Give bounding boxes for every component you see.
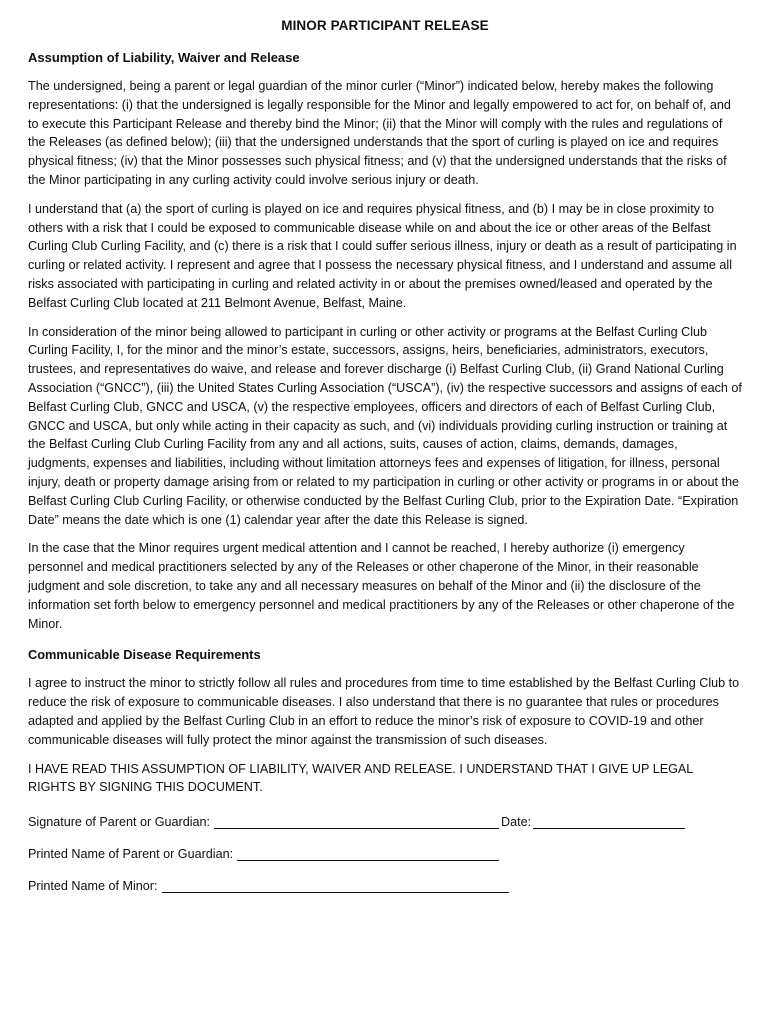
signature-row: [28, 811, 742, 829]
paragraph-representations: The undersigned, being a parent or legal guardian of the minor curler (“Minor”) indicated below, hereby makes the following representations: (i) that the undersigned is legally responsible for the Minor and legally empowered to act for, on behalf of, and to execute this Participant Release and thereby bind the Minor; (ii) that the Minor will comply with the rules and regulations of the Releases (as defined below); (iii) that the undersigned understands that the sport of curling is played on ice and requires physical fitness; (iv) that the Minor possesses such physical fitness; and (v) that the undersigned understands that the risks of the Minor participating in any curling activity could involve serious injury or death.: [28, 79, 731, 187]
paragraph-medical-authorization: In the case that the Minor requires urgent medical attention and I cannot be reached, I hereby authorize (i) emergency personnel and medical practitioners selected by any of the Releases or other chaperone of the Minor, in their reasonable judgment and sole discretion, to take any and all necessary measures on behalf of the Minor and (ii) the disclosure of the information set forth below to emergency personnel and medical practitioners by any of the Releases or other chaperone of the Minor.: [28, 541, 735, 631]
section-heading-communicable-disease: Communicable Disease Requirements: [28, 647, 261, 663]
acknowledgement-statement: I HAVE READ THIS ASSUMPTION OF LIABILITY, WAIVER AND RELEASE. I UNDERSTAND THAT I GIVE UP LEGAL RIGHTS BY SIGNING THIS DOCUMENT.: [28, 761, 693, 795]
signature-label: Signature of Parent or Guardian:: [28, 815, 211, 830]
paragraph-release: In consideration of the minor being allowed to participant in curling or other activity or programs at the Belfast Curling Club Curling Facility, I, for the minor and the minor’s estate, successors, assigns, heirs, beneficiaries, administrators, executors, trustees, and representatives do waive, and release and forever discharge (i) Belfast Curling Club, (ii) Grand National Curling Association (“GNCC”), (iii) the United States Curling Association (“USCA”), (iv) the respective successors and assigns of each of Belfast Curling Club, GNCC and USCA, (v) the respective employees, officers and directors of each of Belfast Curling Club, GNCC and USCA, but only while acting in their capacity as such, and (vi) individuals providing curling instruction or training at the Belfast Curling Club Curling Facility from any and all actions, suits, causes of action, claims, demands, damages, judgments, expenses and liabilities, including without limitation attorneys fees and expenses of litigation, for illness, personal injury, death or property damage arising from or related to my participation in curling or other activity or programs in or about the Belfast Curling Club Curling Facility, or otherwise conducted by the Belfast Curling Club, prior to the Expiration Date. “Expiration Date” means the date which is one (1) calendar year after the date this Release is signed.: [28, 324, 742, 527]
section-heading-liability: Assumption of Liability, Waiver and Release: [28, 50, 300, 65]
minor-name-label: Printed Name of Minor:: [28, 879, 158, 894]
document-title: MINOR PARTICIPANT RELEASE: [281, 18, 489, 33]
date-field[interactable]: [533, 814, 685, 829]
minor-name-row: [28, 875, 742, 893]
paragraph-understanding: I understand that (a) the sport of curling is played on ice and requires physical fitness, and (b) I may be in close proximity to others with a risk that I could be exposed to communicable disease while on and about the ice or other areas of the Belfast Curling Club Curling Facility, and (c) there is a risk that I could suffer serious illness, injury or death as a result of participating in curling or related activity. I represent and agree that I possess the necessary physical fitness, and I understand and assume all risks associated with participating in curling and related activity in or about the premises owned/leased and operated by the Belfast Curling Club located at 211 Belmont Avenue, Belfast, Maine.: [28, 201, 737, 310]
date-label: Date:: [501, 815, 532, 830]
paragraph-communicable-disease: I agree to instruct the minor to strictly follow all rules and procedures from time to time established by the Belfast Curling Club to reduce the risk of exposure to communicable diseases. I also understand that there is no guarantee that rules or procedures adapted and applied by the Belfast Curling Club in an effort to reduce the minor’s risk of exposure to COVID-19 and other communicable diseases will fully protect the minor against the transmission of such diseases.: [28, 676, 740, 747]
minor-name-field[interactable]: [162, 878, 509, 893]
guardian-name-row: [28, 843, 742, 861]
signature-field[interactable]: [214, 814, 499, 829]
guardian-name-label: Printed Name of Parent or Guardian:: [28, 847, 234, 862]
guardian-name-field[interactable]: [237, 846, 499, 861]
